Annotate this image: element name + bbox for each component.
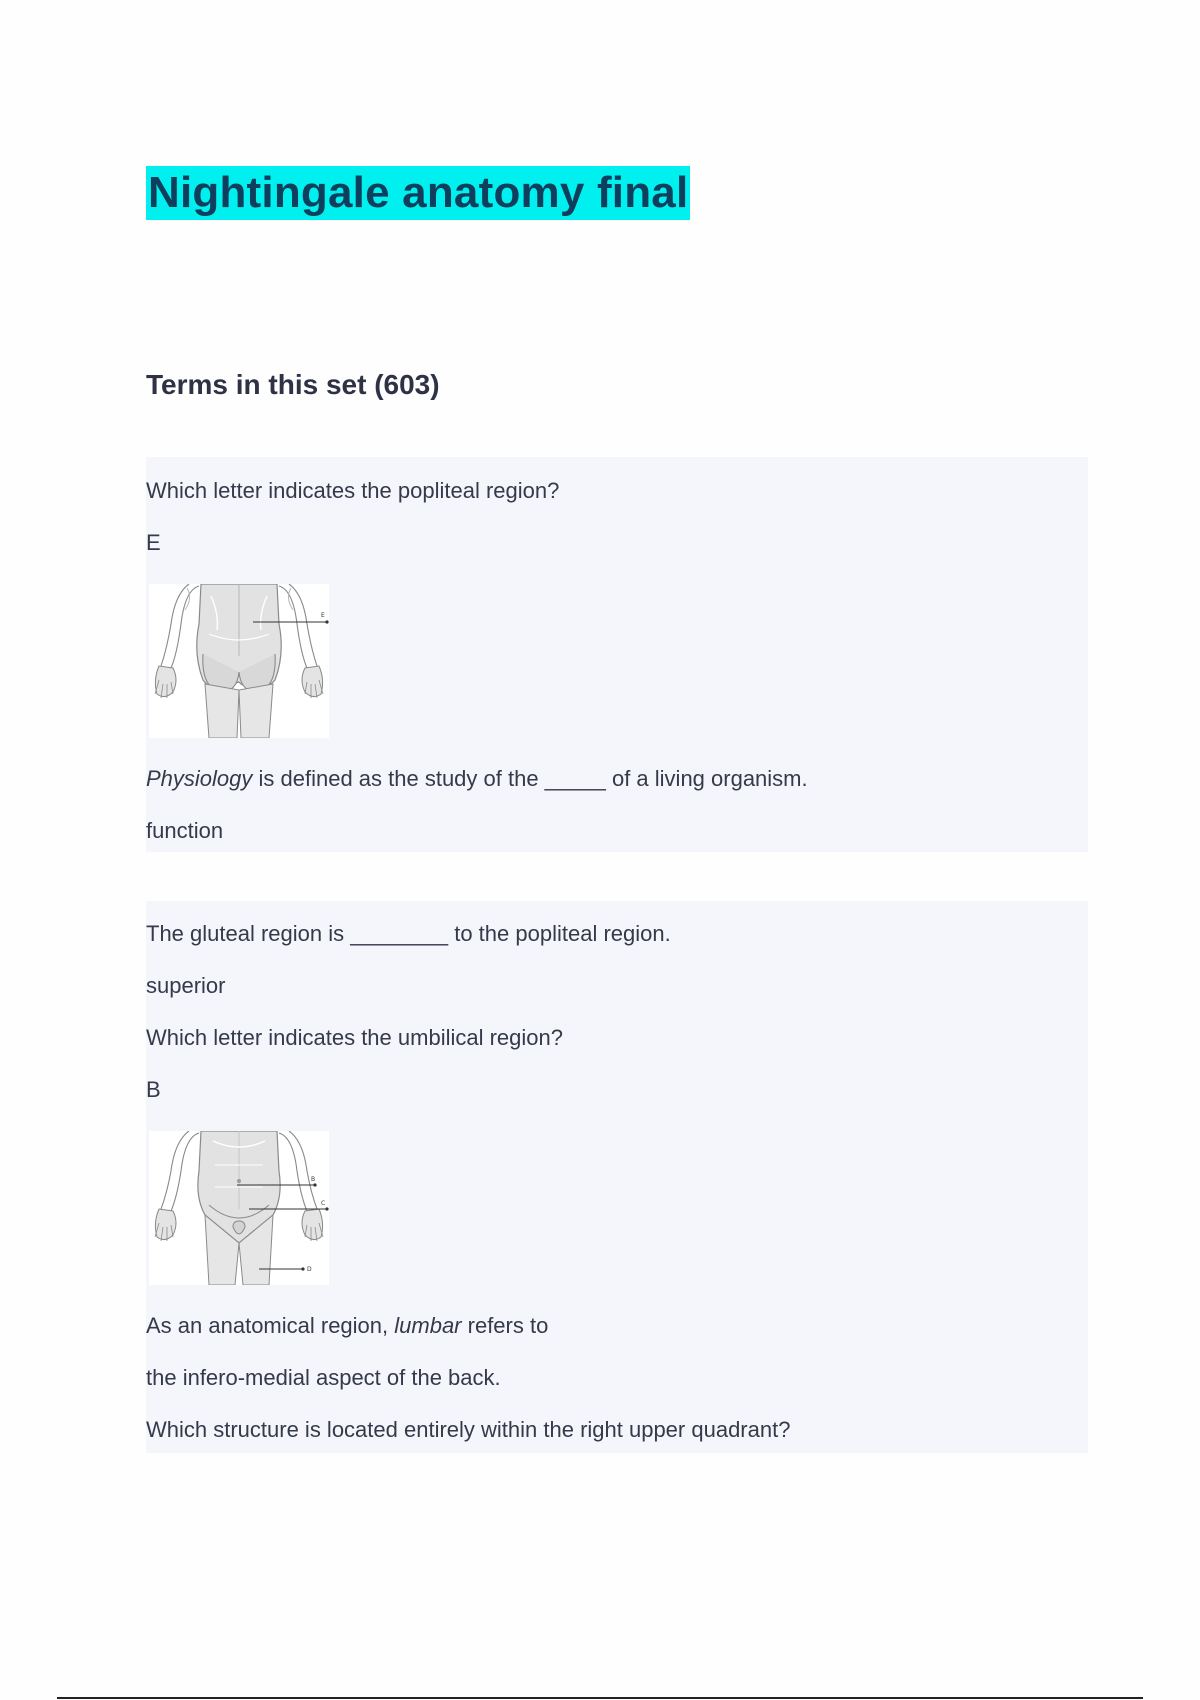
question-text: As an anatomical region, (146, 1313, 395, 1338)
posterior-body-diagram (149, 584, 329, 738)
term-answer: superior (146, 973, 226, 998)
term-answer: the infero-medial aspect of the back. (146, 1365, 501, 1390)
flashcard-group (146, 901, 1088, 1453)
term-question: Which structure is located entirely within the right upper quadrant? (146, 1417, 791, 1442)
body-front-figure (149, 1131, 329, 1285)
term-question (146, 765, 808, 793)
term-answer: function (146, 818, 224, 843)
term-answer: B (146, 1077, 161, 1102)
document-title: Nightingale anatomy final (146, 166, 690, 220)
figure-label-c: C (321, 1200, 326, 1207)
term-question: Which letter indicates the umbilical region? (146, 1025, 563, 1050)
term-answer: E (146, 530, 161, 555)
question-text: refers to (461, 1313, 549, 1338)
figure-label: E (321, 612, 325, 619)
term-question (146, 1312, 548, 1340)
term-question: The gluteal region is ________ to the popliteal region. (146, 921, 671, 946)
question-text: is defined as the study of the _____ of a living organism. (252, 766, 808, 791)
terms-count-heading: Terms in this set (603) (146, 369, 440, 400)
figure-label-b: B (311, 1176, 316, 1183)
page-divider (57, 1697, 1143, 1699)
emphasized-term: Physiology (146, 766, 253, 791)
figure-label-d: D (307, 1266, 312, 1273)
anterior-body-diagram (149, 1131, 329, 1285)
term-question: Which letter indicates the popliteal region? (146, 478, 560, 503)
flashcard-group (146, 457, 1088, 852)
body-back-figure (149, 584, 329, 738)
emphasized-term: lumbar (394, 1313, 462, 1338)
